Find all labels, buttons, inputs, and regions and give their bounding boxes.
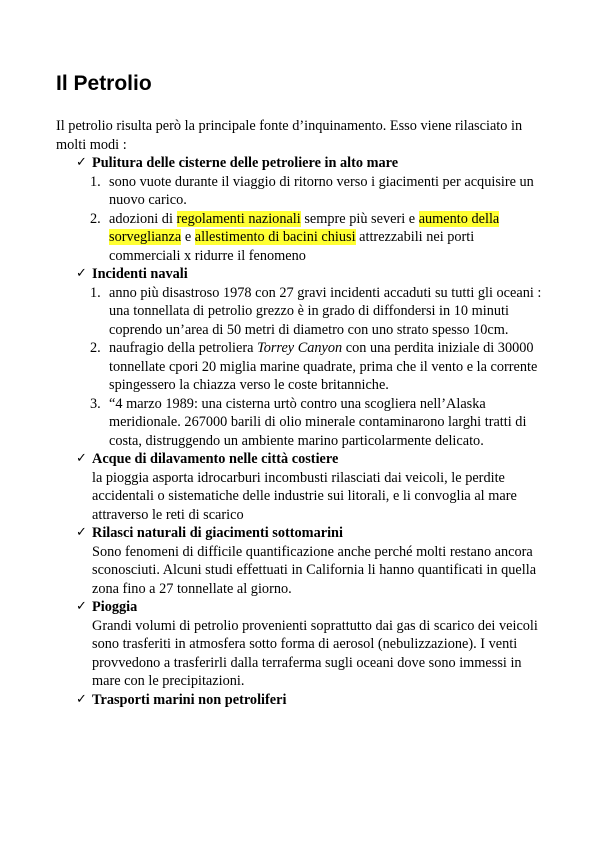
item-text: sempre più severi e — [300, 210, 419, 227]
section-trasporti-marini — [56, 691, 546, 710]
section-heading — [56, 598, 546, 617]
sections-list — [56, 154, 546, 709]
section-heading — [56, 691, 546, 710]
checkmark-icon: ✓ — [76, 155, 87, 170]
highlight-bacini: allestimento di bacini chiusi — [194, 229, 356, 245]
highlight-regolamenti: regolamenti nazionali — [176, 210, 301, 227]
item-text: e — [181, 229, 195, 245]
section-heading — [56, 450, 546, 469]
item-text: naufragio della petroliera — [109, 340, 258, 356]
list-item — [56, 339, 546, 395]
item-text: “4 marzo 1989: una cisterna urtò contro una scogliera nell’Alaska meridionale. 267000 barili di olio minerale contaminarono larghi tratti di costa, distruggendo un ambiente marino particolarmente delicato. — [109, 395, 527, 449]
document-body — [56, 117, 546, 709]
list-item — [56, 210, 546, 266]
section-heading-text: Pulitura delle cisterne delle petroliere in alto mare — [92, 155, 399, 171]
intro-paragraph: Il petrolio risulta però la principale fonte d’inquinamento. Esso viene rilasciato in molti modi : — [56, 118, 523, 153]
item-text: sono vuote durante il viaggio di ritorno verso i giacimenti per acquisire un nuovo carico. — [109, 173, 534, 208]
section-heading-text: Rilasci naturali di giacimenti sottomarini — [92, 525, 343, 541]
section-heading-text: Acque di dilavamento nelle città costiere — [92, 451, 339, 467]
section-heading — [56, 265, 546, 284]
section-heading-text: Trasporti marini non petroliferi — [92, 691, 287, 708]
section-paragraph: Sono fenomeni di difficile quantificazione anche perché molti restano ancora sconosciuti. Alcuni studi effettuati in California li hanno quantificati in quella zona fino a 27 tonnellate al giorno. — [92, 543, 537, 597]
section-pioggia — [56, 598, 546, 691]
item-text: attrezzabili nei porti commerciali x ridurre il fenomeno — [109, 229, 475, 264]
section-paragraph: Grandi volumi di petrolio provenienti soprattutto dai gas di scarico dei veicoli sono trasferiti in atmosfera sotto forma di aerosol (nebulizzazione). I venti provvedono a trasferirli dalla terraferma sugli oceani dove sono immessi in mare con le precipitazioni. — [92, 617, 538, 689]
section-heading-text: Incidenti navali — [92, 266, 188, 282]
section-acque-dilavamento — [56, 450, 546, 524]
item-text: anno più disastroso 1978 con 27 gravi incidenti accaduti su tutti gli oceani : una tonnellata di petrolio grezzo è in grado di diffondersi in 10 minuti coprendo un’area di 50 metri di diametro con uno strato spesso 10cm. — [109, 284, 542, 338]
section-pulitura-cisterne — [56, 154, 546, 265]
list-item — [56, 395, 546, 451]
item-number: 3. — [90, 395, 101, 412]
checkmark-icon: ✓ — [76, 691, 87, 707]
section-incidenti-navali — [56, 265, 546, 450]
numbered-list — [56, 284, 546, 451]
page-title: Il Petrolio — [56, 72, 152, 95]
checkmark-icon: ✓ — [76, 266, 87, 281]
list-item — [56, 173, 546, 210]
item-text: adozioni di — [109, 210, 177, 227]
section-heading-text: Pioggia — [92, 599, 138, 615]
section-paragraph: la pioggia asporta idrocarburi incombusti rilasciati dai veicoli, le perdite accidentali o sistematiche delle industrie sui litorali, e li convoglia al mare attraverso le reti di scarico — [92, 469, 517, 523]
checkmark-icon: ✓ — [76, 599, 87, 614]
section-heading — [56, 154, 546, 173]
ship-name: Torrey Canyon — [257, 340, 343, 356]
item-number: 1. — [90, 173, 101, 190]
section-rilasci-naturali — [56, 524, 546, 598]
list-item — [56, 284, 546, 340]
checkmark-icon: ✓ — [76, 525, 87, 540]
item-text: con una perdita iniziale di 30000 tonnellate cpori 20 miglia marine quadrate, prima che il vento e la corrente spingessero la chiazza verso le coste britanniche. — [109, 340, 538, 393]
item-number: 2. — [90, 210, 101, 227]
highlight-sorveglianza: aumento della sorveglianza — [109, 210, 500, 245]
item-number: 1. — [90, 284, 101, 301]
section-heading — [56, 524, 546, 543]
checkmark-icon: ✓ — [76, 451, 87, 466]
item-number: 2. — [90, 340, 101, 356]
numbered-list — [56, 173, 546, 266]
